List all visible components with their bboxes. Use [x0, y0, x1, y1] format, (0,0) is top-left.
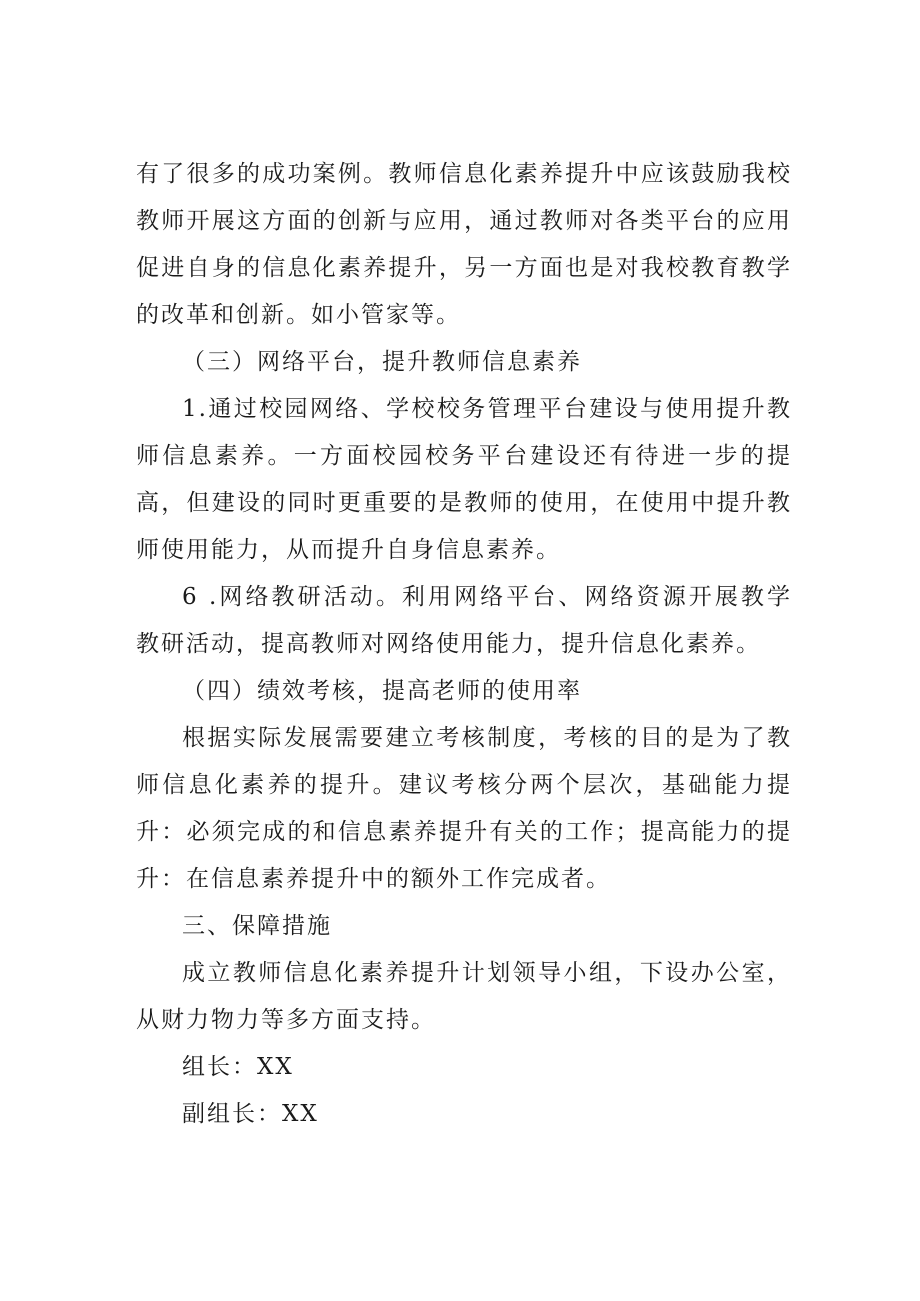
group-leader-line: 组长：XX — [182, 1054, 294, 1080]
deputy-group-leader-line: 副组长：XX — [182, 1101, 319, 1127]
section-heading-network-platform: （三）网络平台，提升教师信息素养 — [182, 349, 582, 375]
paragraph-item-6: 6 .网络教研活动。利用网络平台、网络资源开展教学教研活动，提高教师对网络使用能力，提升信息化素养。 — [136, 584, 792, 657]
paragraph-item-1: 1.通过校园网络、学校校务管理平台建设与使用提升教师信息素养。一方面校园校务平台建设还有待进一步的提高，但建设的同时更重要的是教师的使用，在使用中提升教师使用能力，从而提升自身信息素养。 — [136, 396, 792, 563]
section-heading-safeguards: 三、保障措施 — [182, 913, 332, 939]
paragraph-continuation: 有了很多的成功案例。教师信息化素养提升中应该鼓励我校教师开展这方面的创新与应用，通过教师对各类平台的应用促进自身的信息化素养提升，另一方面也是对我校教育教学的改革和创新。如小管家等。 — [136, 161, 792, 328]
document-body — [136, 151, 792, 1138]
section-heading-performance-assessment: （四）绩效考核，提高老师的使用率 — [182, 678, 582, 704]
paragraph-leadership-group: 成立教师信息化素养提升计划领导小组，下设办公室，从财力物力等多方面支持。 — [136, 960, 792, 1033]
paragraph-assessment: 根据实际发展需要建立考核制度，考核的目的是为了教师信息化素养的提升。建议考核分两个层次，基础能力提升：必须完成的和信息素养提升有关的工作；提高能力的提升：在信息素养提升中的额外工作完成者。 — [136, 725, 792, 892]
